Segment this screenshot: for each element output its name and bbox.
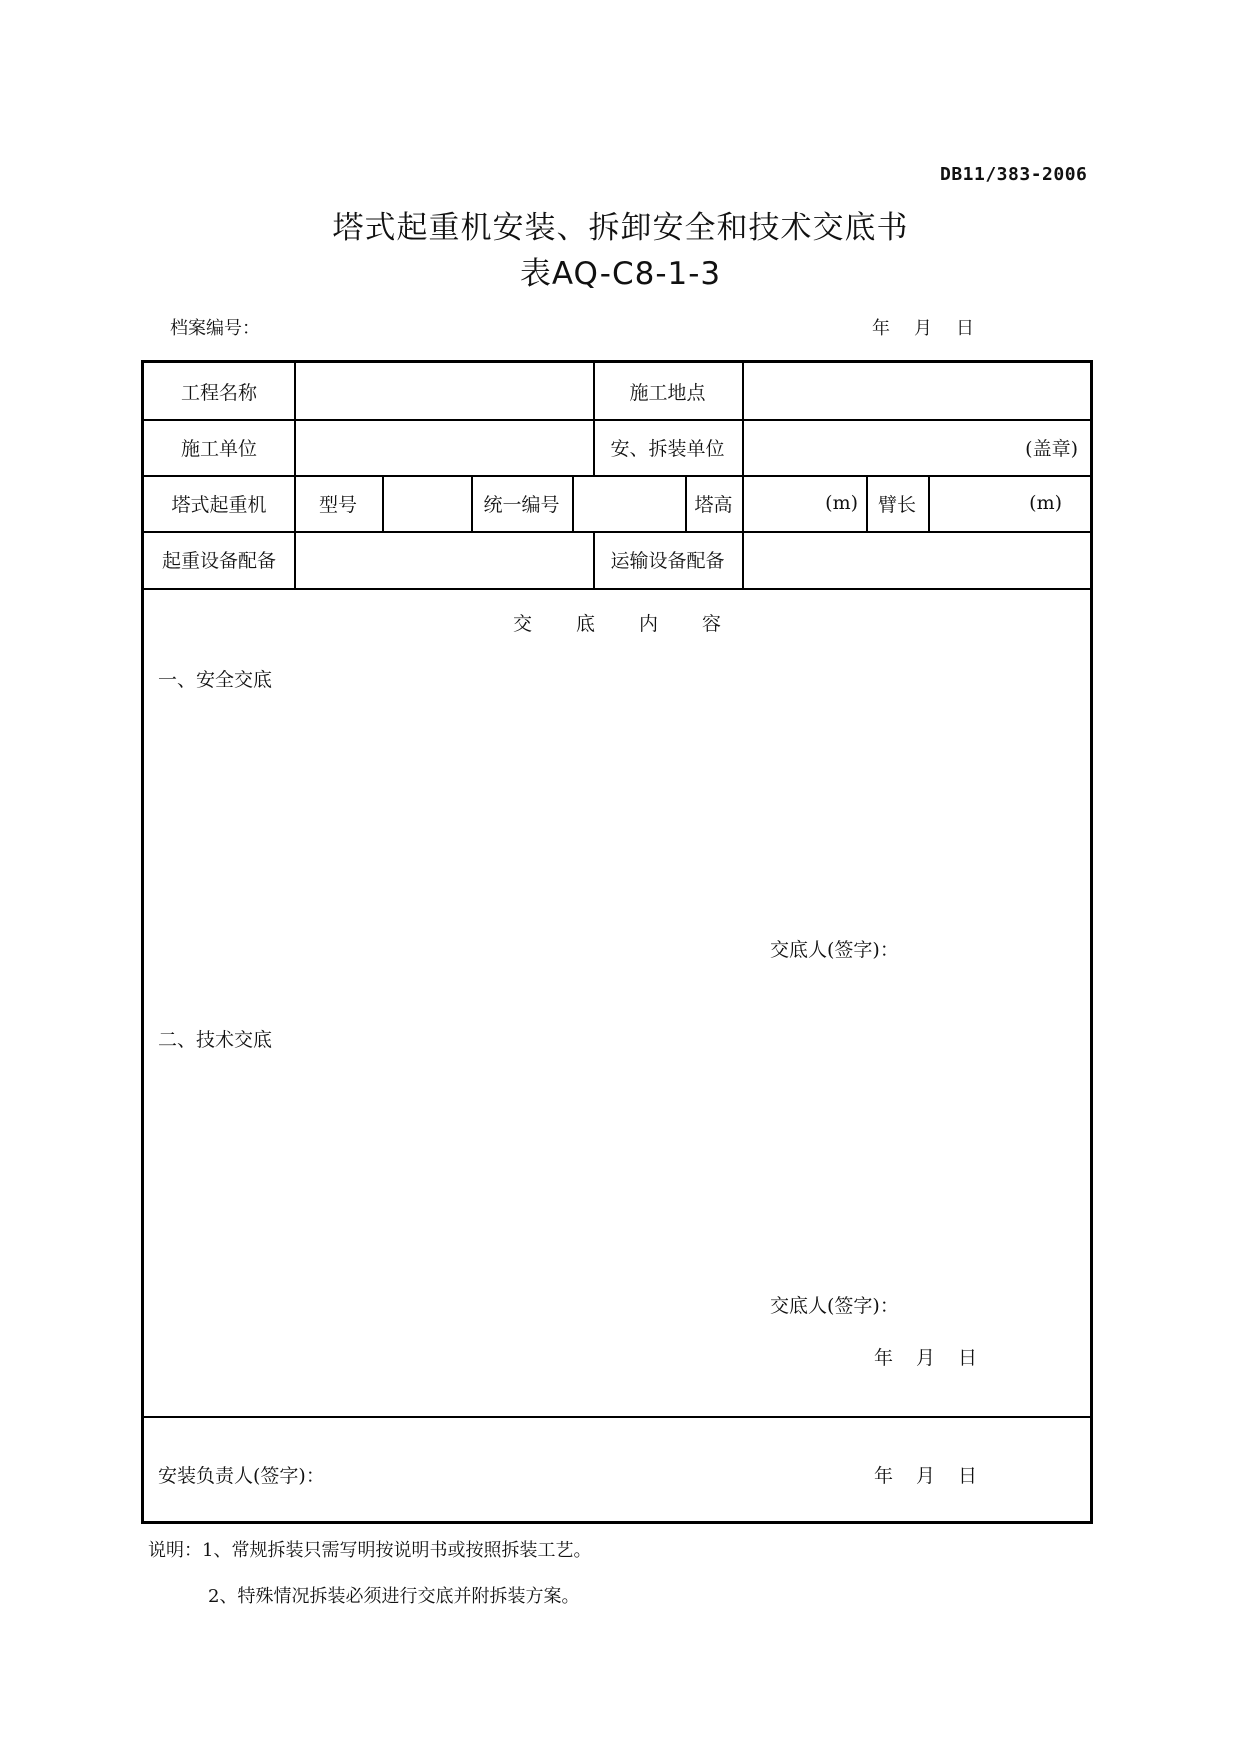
date-year: 年 (874, 1465, 894, 1487)
model-field[interactable] (384, 475, 471, 531)
date-year: 年 (874, 1347, 894, 1369)
label-project-name: 工程名称 (180, 381, 257, 404)
label-tower-crane: 塔式起重机 (171, 493, 267, 516)
date-month: 月 (914, 318, 932, 339)
seal-note: (盖章) (1025, 437, 1078, 460)
unified-number-field[interactable] (574, 475, 685, 531)
label-tower-height: 塔高 (694, 493, 733, 516)
form-number: 表AQ-C8-1-3 (519, 256, 722, 292)
technical-signer-label: 交底人(签字)： (770, 1295, 899, 1317)
label-arm-length: 臂长 (877, 493, 916, 516)
date-day: 日 (958, 1347, 978, 1369)
technical-date (874, 1343, 977, 1370)
archive-number-label: 档案编号： (170, 318, 260, 339)
label-unified-number: 统一编号 (483, 493, 560, 516)
standard-code: DB11/383-2006 (940, 164, 1088, 185)
project-name-field[interactable] (296, 363, 593, 419)
label-site-location: 施工地点 (629, 381, 706, 404)
construction-unit-field[interactable] (296, 419, 593, 475)
date-month: 月 (916, 1347, 936, 1369)
document-title: 塔式起重机安装、拆卸安全和技术交底书 (332, 210, 909, 246)
note-line-1: 说明：1、常规拆装只需写明按说明书或按照拆装工艺。 (148, 1540, 592, 1561)
lifting-equipment-field[interactable] (296, 531, 593, 588)
tower-height-unit: (m) (825, 492, 858, 514)
content-heading: 交 底 内 容 (512, 613, 722, 635)
label-transport-equipment: 运输设备配备 (610, 550, 725, 572)
form-table (141, 360, 1093, 1524)
safety-briefing-title: 一、安全交底 (158, 669, 273, 691)
technical-briefing-title: 二、技术交底 (158, 1029, 273, 1051)
label-model: 型号 (318, 493, 357, 516)
arm-length-unit: (m) (1029, 492, 1062, 514)
label-lifting-equipment: 起重设备配备 (161, 550, 276, 572)
date-month: 月 (916, 1465, 936, 1487)
header-date (872, 314, 974, 340)
safety-signer-label: 交底人(签字)： (770, 939, 899, 961)
installer-date (874, 1461, 977, 1488)
transport-equipment-field[interactable] (744, 531, 1090, 588)
date-day: 日 (958, 1465, 978, 1487)
label-install-unit: 安、拆装单位 (610, 437, 725, 460)
installer-signer-label: 安装负责人(签字)： (158, 1465, 325, 1487)
site-location-field[interactable] (744, 363, 1090, 419)
date-year: 年 (872, 318, 890, 339)
note-line-2: 2、特殊情况拆装必须进行交底并附拆装方案。 (208, 1586, 580, 1607)
date-day: 日 (956, 318, 974, 339)
label-construction-unit: 施工单位 (180, 437, 257, 460)
